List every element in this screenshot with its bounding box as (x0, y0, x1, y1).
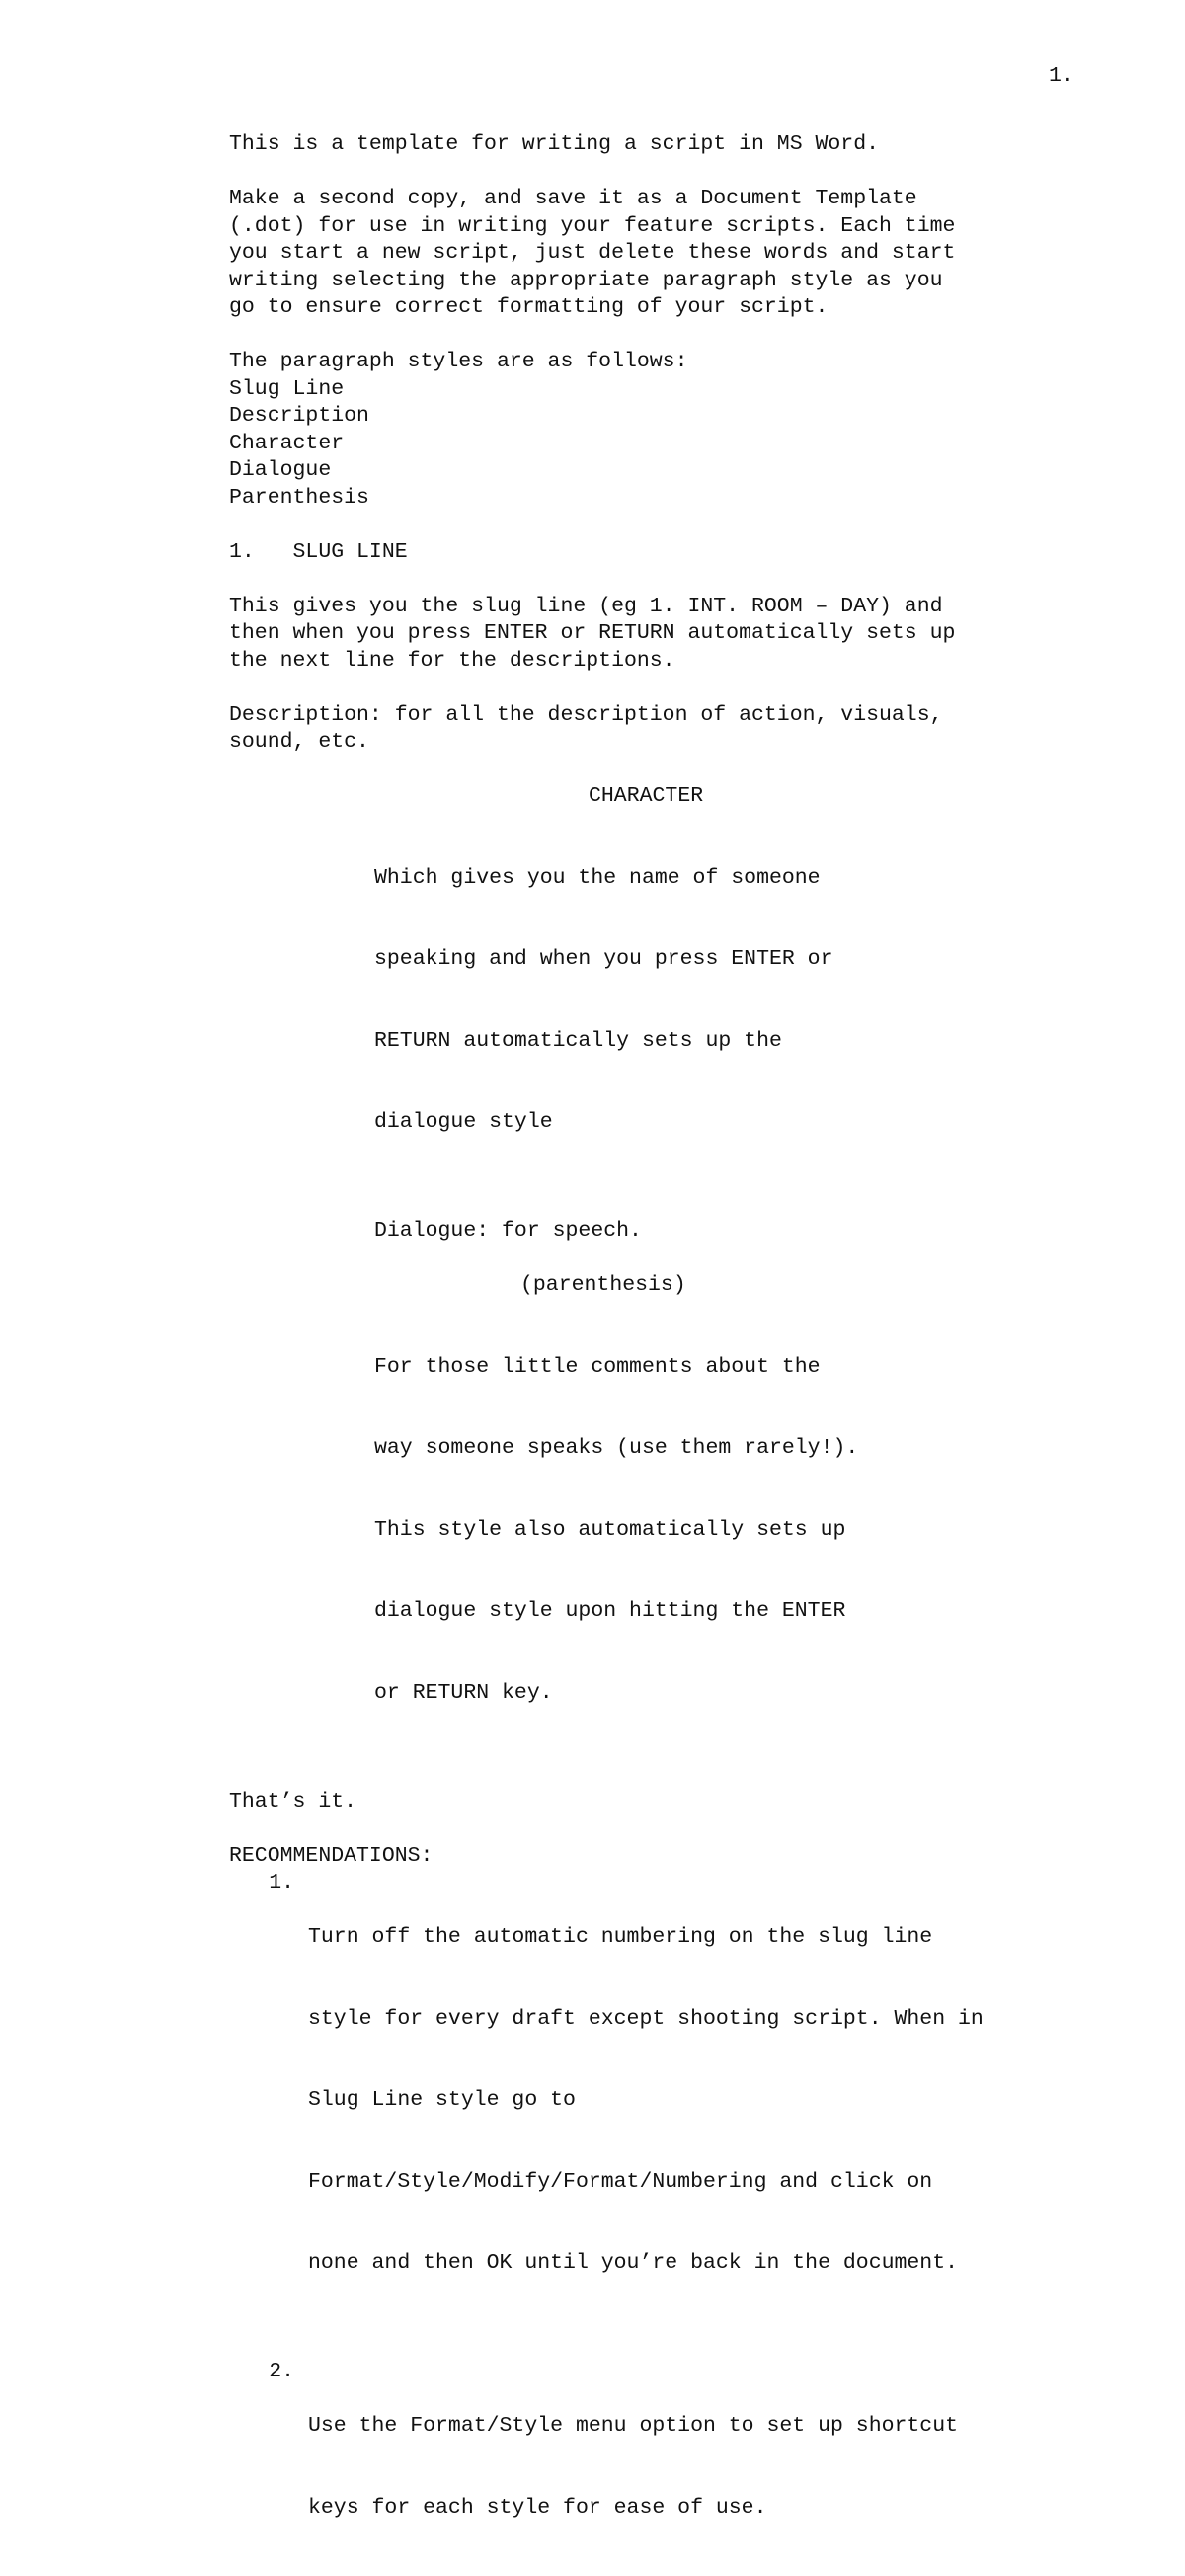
parenthetical-desc-line: or RETURN key. (374, 1680, 553, 1705)
style-list-item: Dialogue (229, 458, 332, 482)
page-number: 1. (1049, 64, 1074, 88)
parenthetical-desc-line: This style also automatically sets up (374, 1517, 846, 1542)
parenthetical-description (229, 1300, 927, 1762)
recommendation-line: Slug Line style go to (308, 2088, 576, 2112)
paragraph-styles-list (229, 376, 1098, 513)
script-body (229, 131, 1098, 2576)
instructions-line: you start a new script, just delete these words and start (229, 241, 956, 265)
recommendation-number: 2. (269, 2360, 294, 2383)
description-example (229, 702, 1098, 757)
description-line: Description: for all the description of action, visuals, (229, 702, 943, 727)
style-list-item: Slug Line (229, 376, 345, 401)
recommendation-text (308, 1870, 1078, 2332)
character-desc-line: dialogue style (374, 1110, 553, 1134)
character-desc-line: RETURN automatically sets up the (374, 1028, 782, 1053)
parenthetical-example: (parenthesis) (520, 1273, 686, 1297)
recommendation-line: style for every draft except shooting script. When in (308, 2006, 984, 2031)
recommendation-line: keys for each style for ease of use. (308, 2495, 767, 2520)
character-description (229, 811, 927, 1191)
closing-line: That’s it. (229, 1789, 357, 1813)
style-list-item: Parenthesis (229, 485, 369, 510)
recommendation-line: Format/Style/Modify/Format/Numbering and click on (308, 2169, 933, 2194)
recommendation-line: none and then OK until you’re back in the document. (308, 2251, 959, 2275)
instructions-paragraph (229, 186, 1098, 322)
slug-desc-line: the next line for the descriptions. (229, 648, 675, 673)
intro-paragraph: This is a template for writing a script in MS Word. (229, 132, 880, 156)
recommendation-line: Use the Format/Style menu option to set up shortcut (308, 2414, 959, 2438)
character-desc-line: speaking and when you press ENTER or (374, 947, 833, 971)
slug-line-example: 1. SLUG LINE (229, 539, 408, 564)
instructions-line: go to ensure correct formatting of your script. (229, 295, 829, 319)
recommendation-line: Turn off the automatic numbering on the slug line (308, 1925, 933, 1949)
parenthetical-desc-line: For those little comments about the (374, 1354, 821, 1379)
parenthetical-desc-line: dialogue style upon hitting the ENTER (374, 1599, 846, 1623)
style-list-item: Character (229, 431, 345, 455)
instructions-line: (.dot) for use in writing your feature scripts. Each time (229, 213, 956, 238)
recommendation-text (308, 2359, 1078, 2576)
character-example: CHARACTER (589, 784, 704, 808)
parenthetical-desc-line: way someone speaks (use them rarely!). (374, 1436, 859, 1460)
slug-desc-line: This gives you the slug line (eg 1. INT. ROOM – DAY) and (229, 594, 943, 618)
recommendations-heading: RECOMMENDATIONS: (229, 1843, 434, 1868)
recommendation-item (229, 2359, 1098, 2576)
description-line: sound, etc. (229, 730, 369, 754)
character-desc-line: Which gives you the name of someone (374, 865, 821, 890)
styles-heading: The paragraph styles are as follows: (229, 350, 688, 373)
recommendation-item (229, 1870, 1098, 2332)
slug-desc-line: then when you press ENTER or RETURN automatically sets up (229, 621, 956, 645)
instructions-line: writing selecting the appropriate paragraph style as you (229, 268, 943, 292)
recommendations-list (229, 1870, 1098, 2576)
style-list-item: Description (229, 404, 369, 428)
dialogue-example: Dialogue: for speech. (374, 1219, 642, 1243)
slug-line-description (229, 594, 1098, 676)
instructions-line: Make a second copy, and save it as a Document Template (229, 187, 917, 210)
recommendation-number: 1. (269, 1871, 294, 1894)
